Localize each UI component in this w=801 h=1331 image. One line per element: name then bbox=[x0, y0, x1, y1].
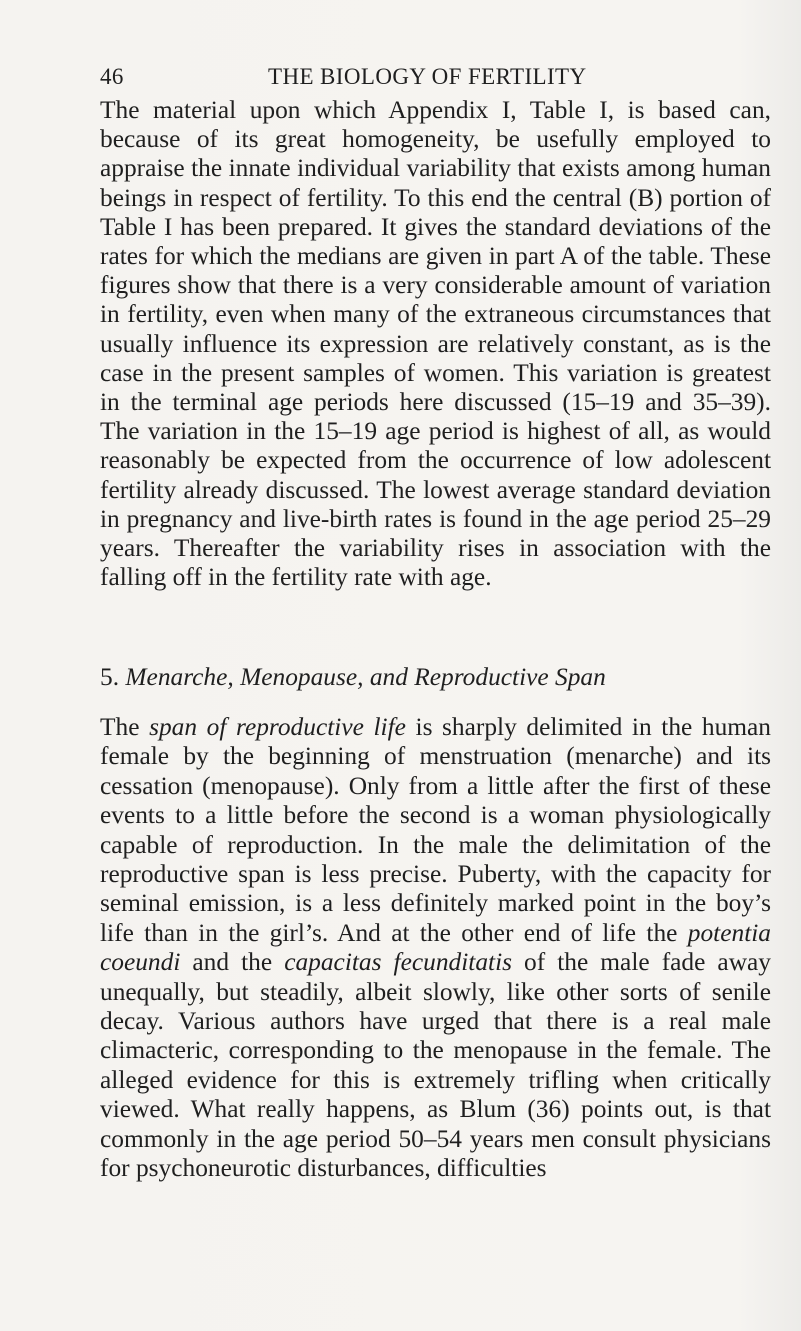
section-number: 5. bbox=[100, 663, 120, 691]
text-run: The bbox=[100, 713, 150, 741]
paragraph-variability: The material upon which Appendix I, Table I, is based can, because of its great homogeneity, be usefully employed to appraise the innate individual variability that exists among human beings in respect of fertility. To this end the central (B) portion of Table I has been prepared. It gives the standard deviations of the rates for which the medians are given in part A of the table. These figures show that there is a very considerable amount of variation in fertility, even when many of the extraneous circumstances that usually influence its expression are relatively constant, as is the case in the present samples of women. This variation is greatest in the terminal age periods here discussed (15–19 and 35–39). The variation in the 15–19 age period is highest of all, as would reasonably be expected from the occurrence of low adolescent fertility already discussed. The lowest average standard deviation in pregnancy and live-birth rates is found in the age period 25–29 years. Thereafter the variability rises in association with the falling off in the fertility rate with age. bbox=[100, 96, 771, 592]
italic-term-span-of-reproductive-life: span of reproductive life bbox=[149, 713, 406, 741]
text-run: of the male fade away unequally, but steadily, albeit slowly, like other sorts of senile decay. Various authors have urged that there is a real male climacteric, corresponding to the menopause in the female. The alleged evidence for this is extremely trifling when critically viewed. What really happens, as Blum (36) points out, is that commonly in the age period 50–54 years men consult physicians for psychoneurotic disturbances, difficulties bbox=[100, 948, 771, 1183]
italic-term-capacitas-fecunditatis: capacitas fecunditatis bbox=[284, 948, 513, 977]
page-number: 46 bbox=[100, 64, 124, 89]
section-heading bbox=[100, 663, 760, 692]
page-header bbox=[100, 64, 760, 94]
paragraph-reproductive-span bbox=[100, 713, 771, 1184]
text-run: and the bbox=[180, 948, 285, 977]
body-text bbox=[100, 96, 771, 592]
section-title: Menarche, Menopause, and Reproductive Span bbox=[125, 663, 606, 691]
running-head: THE BIOLOGY OF FERTILITY bbox=[268, 64, 587, 89]
italic-term-potentia-coeundi: potentia coeundi bbox=[100, 918, 771, 977]
text-run: is sharply delimited in the human female by the beginning of menstruation (menarche) and its cessation (menopause). Only from a little after the first of these events to a little before the second is a woman physiologically capable of reproduction. In the male the delimitation of the reproductive span is less precise. Puberty, with the capacity for seminal emission, is a less definitely marked point in the boy’s life than in the girl’s. And at the other end of life the bbox=[100, 713, 771, 947]
